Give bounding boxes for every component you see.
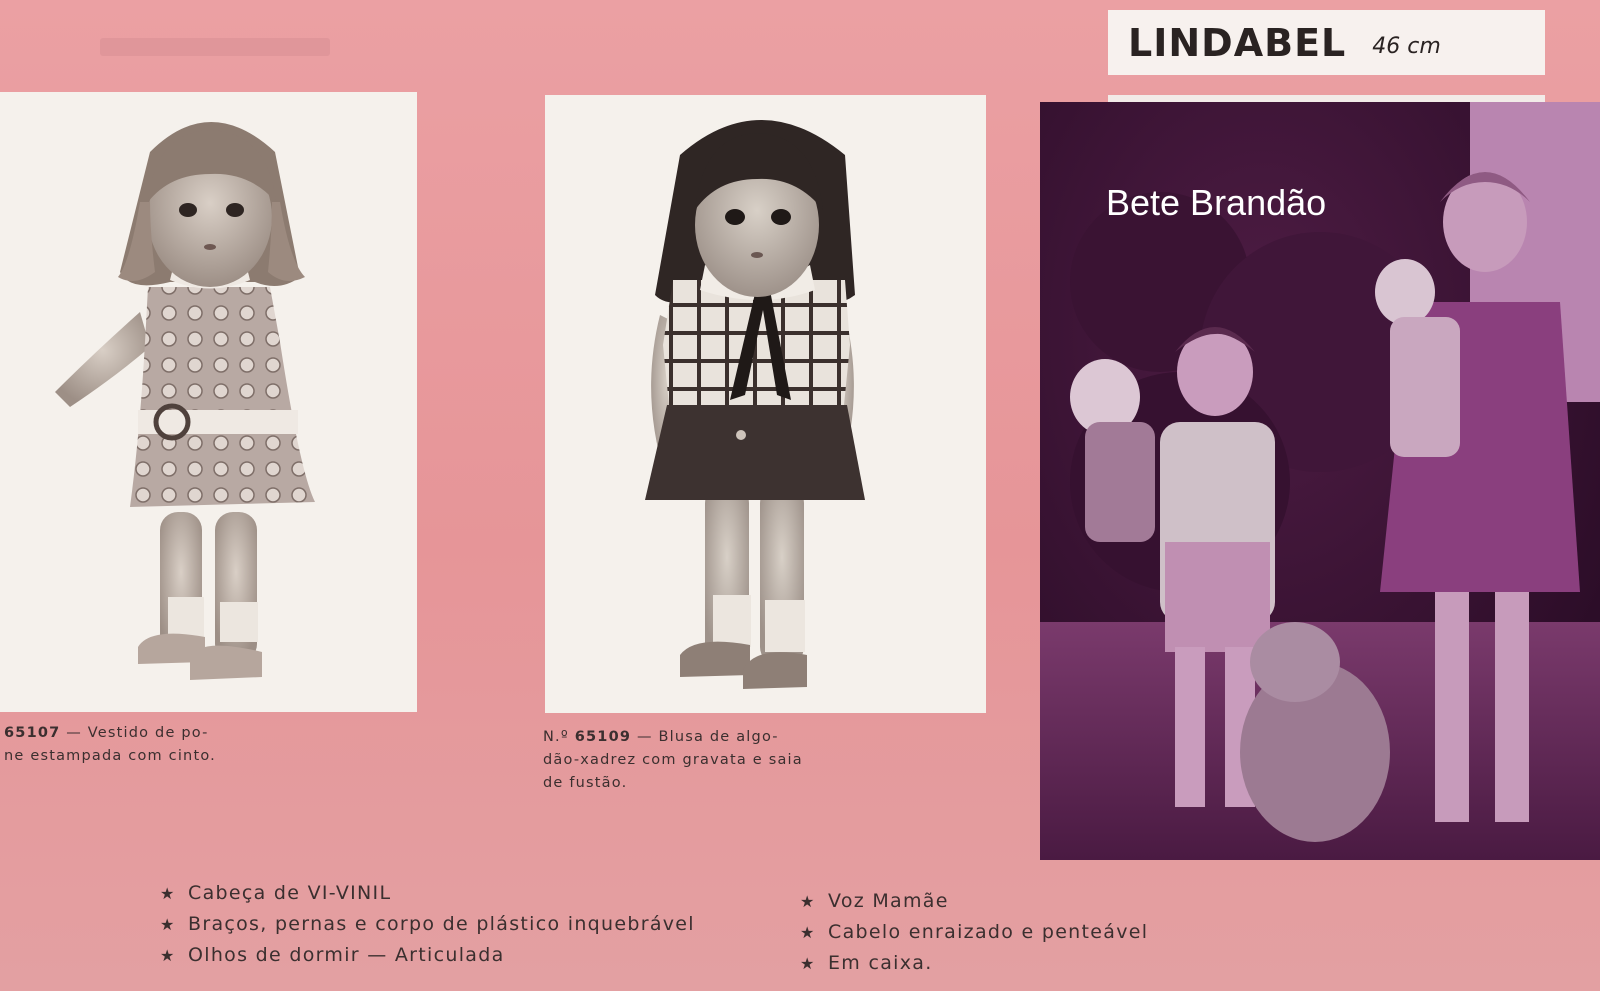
feature-item <box>800 917 1148 948</box>
page-title: LINDABEL <box>1128 20 1347 65</box>
caption-text: — Vestido de po- <box>60 725 209 741</box>
star-icon: ★ <box>160 884 176 903</box>
feature-text: Olhos de dormir — Articulada <box>188 944 505 966</box>
caption-65107 <box>4 722 264 768</box>
caption-65109-line3: de fustão. <box>543 775 628 791</box>
doll-photo-65109 <box>545 95 986 713</box>
feature-text: Cabelo enraizado e penteável <box>828 921 1149 943</box>
doll-photo-65107 <box>0 92 417 712</box>
family-photo <box>1040 102 1600 860</box>
caption-65109 <box>543 726 843 795</box>
faded-print-mark <box>100 38 330 56</box>
caption-65107-line2: ne estampada com cinto. <box>4 748 216 764</box>
feature-text: Voz Mamãe <box>828 890 949 912</box>
number-label: N.º <box>543 729 575 745</box>
item-number: 65107 <box>4 725 61 741</box>
photo-credit: Bete Brandão <box>1106 182 1327 223</box>
caption-65109-line2: dão-xadrez com gravata e saia <box>543 752 803 768</box>
star-icon: ★ <box>800 923 816 942</box>
star-icon: ★ <box>800 954 816 973</box>
caption-65109-line1 <box>543 726 843 749</box>
feature-item <box>160 878 695 909</box>
feature-text: Em caixa. <box>828 952 933 974</box>
star-icon: ★ <box>160 915 176 934</box>
feature-item <box>160 909 695 940</box>
item-number: 65109 <box>574 729 632 745</box>
feature-text: Braços, pernas e corpo de plástico inquebrável <box>188 913 695 935</box>
doll-illustration-2 <box>545 95 986 713</box>
doll-size: 46 cm <box>1372 34 1441 59</box>
caption-65107-line1 <box>4 722 264 745</box>
caption-text: — Blusa de algo- <box>631 729 779 745</box>
star-icon: ★ <box>800 892 816 911</box>
features-list-left <box>160 878 695 971</box>
feature-item <box>800 886 1148 917</box>
doll-illustration-1 <box>0 92 417 712</box>
star-icon: ★ <box>160 946 176 965</box>
title-box <box>1108 10 1545 75</box>
features-list-right <box>800 886 1148 979</box>
feature-item <box>800 948 1148 979</box>
feature-text: Cabeça de VI-VINIL <box>188 882 392 904</box>
feature-item <box>160 940 695 971</box>
